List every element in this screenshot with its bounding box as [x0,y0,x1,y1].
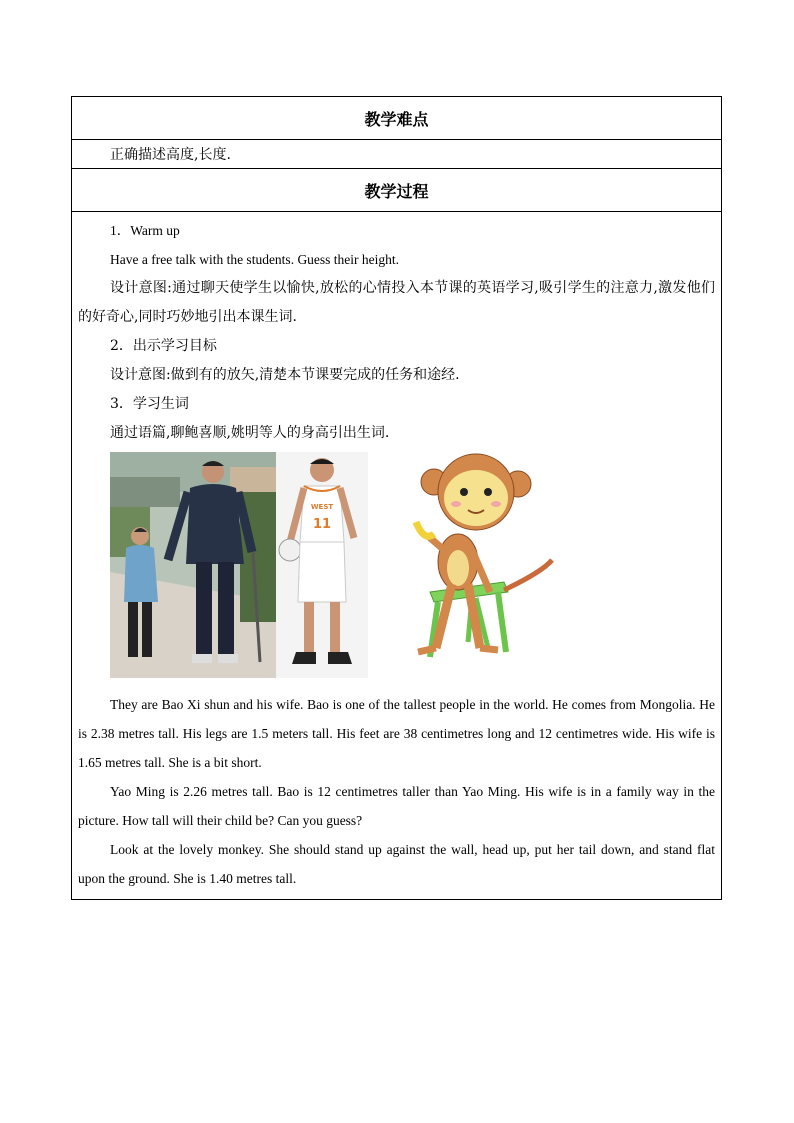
section-heading-difficulty: 教学难点 [72,97,722,140]
monkey-illustration [372,452,562,678]
paragraph-bao: They are Bao Xi shun and his wife. Bao is one of the tallest people in the world. He comes from Mongolia. He is 2.38 metres tall. His legs are 1.5 meters tall. His feet are 38 centimetres long and 12 centimetres wide. His wife is 1.65 metres tall. She is a bit short. [78,697,715,770]
step3-title: 3．学习生词 [110,396,189,412]
bao-xishun-photo [110,452,276,678]
process-content [72,212,722,900]
step1-text: Have a free talk with the students. Guess their height. [110,252,400,267]
yao-ming-photo [276,452,368,678]
step1-intent: 设计意图:通过聊天使学生以愉快,放松的心情投入本节课的英语学习,吸引学生的注意力,激发他们的好奇心,同时巧妙地引出本课生词. [78,280,715,325]
paragraph-monkey: Look at the lovely monkey. She should stand up against the wall, head up, put her tail down, and stand flat upon the ground. She is 1.40 metres tall. [78,842,715,886]
step3-text: 通过语篇,聊鲍喜顺,姚明等人的身高引出生词. [110,425,390,441]
step1-title: 1．Warm up [110,223,180,238]
lesson-document [71,96,722,900]
illustrations [110,452,715,684]
jersey-text: WEST [310,503,334,511]
section-heading-process: 教学过程 [72,169,722,212]
lesson-table [71,96,722,900]
jersey-number: 11 [312,517,332,532]
step2-intent: 设计意图:做到有的放矢,清楚本节课要完成的任务和途经. [110,367,460,383]
difficulty-content: 正确描述高度,长度. [72,140,722,169]
step2-title: 2．出示学习目标 [110,338,217,354]
paragraph-yao: Yao Ming is 2.26 metres tall. Bao is 12 centimetres taller than Yao Ming. His wife is in a family way in the picture. How tall will their child be? Can you guess? [78,784,715,828]
